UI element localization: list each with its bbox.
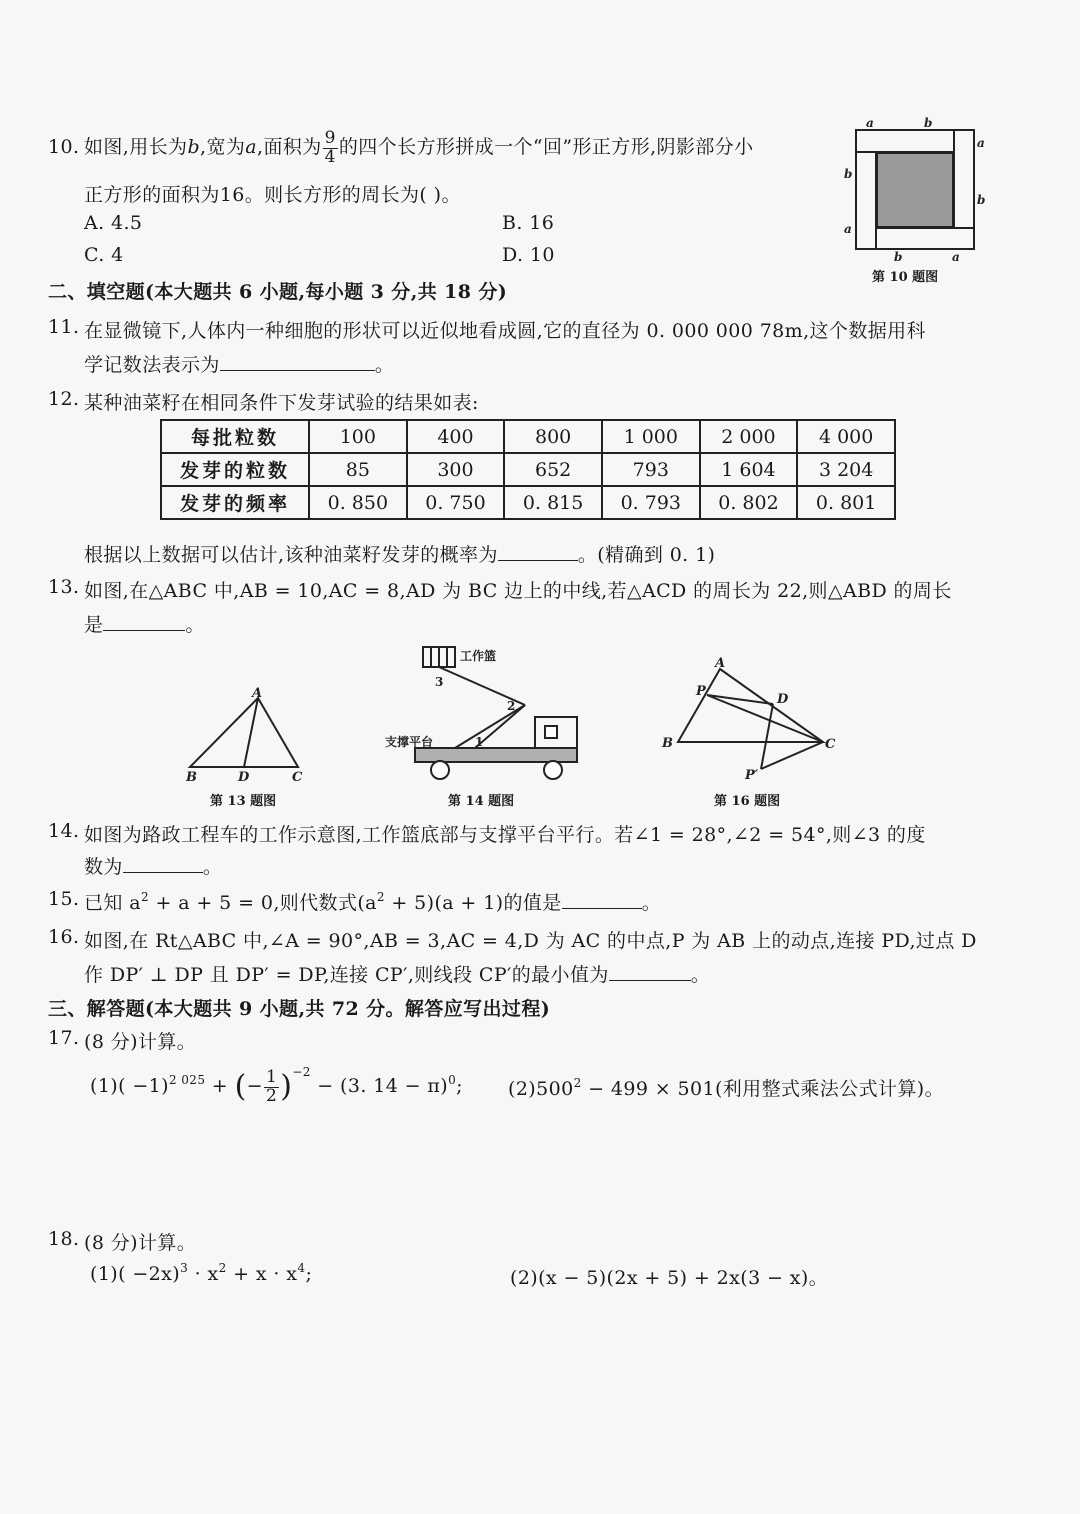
section-3-heading: 三、解答题(本大题共 9 小题,共 72 分。解答应写出过程) (48, 998, 551, 1020)
q15-line: 已知 $a^2 + a + 5 = 0$,则代数式$(a^2 + 5)(a + 1)$的值是 。 (84, 890, 662, 914)
svg-text:P′: P′ (745, 768, 759, 783)
svg-text:1: 1 (475, 735, 484, 749)
table-cell: 2 000 (700, 420, 798, 453)
fig14-platform-label: 支撑平台 (385, 735, 434, 749)
q14-fig-caption: 第 14 题图 (448, 794, 515, 809)
svg-text:a: a (866, 116, 874, 130)
svg-text:a: a (844, 222, 852, 236)
section-2-heading: 二、填空题(本大题共 6 小题,每小题 3 分,共 18 分) (48, 281, 508, 303)
table-cell: 0. 750 (407, 486, 505, 519)
svg-text:D: D (238, 770, 250, 785)
svg-text:B: B (186, 770, 197, 785)
table-cell: 0. 815 (504, 486, 602, 519)
q13-fig-caption: 第 13 题图 (210, 794, 277, 809)
table-header-cell: 发芽的频率 (161, 486, 309, 519)
q11-answer-blank[interactable] (220, 354, 375, 371)
q18-heading: (8 分)计算。 (84, 1232, 197, 1254)
q10-figure (836, 112, 986, 287)
q10-option-c: C. 4 (84, 244, 124, 266)
q14-line2: 数为 。 (84, 856, 223, 878)
table-header-cell: 每批粒数 (161, 420, 309, 453)
table-cell: 0. 801 (797, 486, 895, 519)
q10-option-d: D. 10 (502, 244, 555, 266)
q14-answer-blank[interactable] (123, 856, 203, 873)
shaded-square (877, 153, 953, 227)
q18-part1: $(1)( -2x)^3 \cdot x^2 + x \cdot x^4$; (90, 1261, 313, 1285)
q18-part2: (2)(x − 5)(2x + 5) + 2x(3 − x)。 (510, 1267, 829, 1289)
table-cell: 793 (602, 453, 700, 486)
q13-number: 13. (48, 576, 80, 598)
q17-part1: $(1)( -1)^{2 025}$ + (− $\frac{1}{2}$ )$^{-2}$ − (3. 14 − π)$^0$; (90, 1065, 463, 1106)
table-cell: 0. 850 (309, 486, 407, 519)
q17-part2: $(2)500^2 - 499 \times 501$(利用整式乘法公式计算)。 (508, 1076, 944, 1100)
germination-table (160, 419, 896, 520)
svg-text:A: A (715, 656, 726, 671)
svg-text:b: b (844, 167, 853, 181)
svg-text:a: a (952, 250, 960, 264)
q18-number: 18. (48, 1228, 80, 1250)
table-cell: 3 204 (797, 453, 895, 486)
q10-fig-caption: 第 10 题图 (872, 270, 939, 285)
q14-number: 14. (48, 820, 80, 842)
q10-option-b: B. 16 (502, 212, 555, 234)
q14-figure (385, 640, 590, 785)
q12-answer-blank[interactable] (498, 544, 578, 561)
svg-text:A: A (252, 686, 263, 701)
q10-number: 10. (48, 136, 80, 158)
q11-line2: 学记数法表示为 。 (84, 354, 395, 376)
table-cell: 400 (407, 420, 505, 453)
q13-line2: 是 。 (84, 614, 205, 636)
q13-line1: 如图,在△ABC 中,AB = 10,AC = 8,AD 为 BC 边上的中线,若△ACD 的周长为 22,则△ABD 的周长 (84, 580, 952, 602)
q12-line2: 根据以上数据可以估计,该种油菜籽发芽的概率为 。(精确到 0. 1) (84, 544, 716, 566)
table-cell: 300 (407, 453, 505, 486)
q10-line2: 正方形的面积为16。则长方形的周长为( )。 (84, 184, 461, 206)
table-cell: 85 (309, 453, 407, 486)
table-cell: 1 000 (602, 420, 700, 453)
q17-number: 17. (48, 1027, 80, 1049)
table-cell: 1 604 (700, 453, 798, 486)
q16-answer-blank[interactable] (609, 964, 691, 981)
q10-option-a: A. 4.5 (84, 212, 143, 234)
svg-text:3: 3 (435, 675, 444, 689)
svg-text:a: a (977, 136, 985, 150)
q15-number: 15. (48, 888, 80, 910)
fig14-basket-label: 工作篮 (460, 649, 497, 663)
q16-figure (660, 655, 845, 790)
table-row (161, 453, 895, 486)
svg-text:2: 2 (507, 699, 516, 713)
table-row (161, 420, 895, 453)
q11-line1: 在显微镜下,人体内一种细胞的形状可以近似地看成圆,它的直径为 0. 000 000 78m,这个数据用科 (84, 320, 926, 342)
svg-text:b: b (924, 116, 933, 130)
svg-text:C: C (292, 770, 303, 785)
q12-line1: 某种油菜籽在相同条件下发芽试验的结果如表: (84, 392, 479, 414)
svg-text:b: b (894, 250, 903, 264)
svg-text:C: C (825, 737, 836, 752)
table-cell: 4 000 (797, 420, 895, 453)
table-cell: 652 (504, 453, 602, 486)
q14-line1: 如图为路政工程车的工作示意图,工作篮底部与支撑平台平行。若∠1 = 28°,∠2 = 54°,则∠3 的度 (84, 824, 926, 846)
svg-text:B: B (662, 736, 673, 751)
q16-line1: 如图,在 Rt△ABC 中,∠A = 90°,AB = 3,AC = 4,D 为 AC 的中点,P 为 AB 上的动点,连接 PD,过点 D (84, 930, 977, 952)
q16-line2: 作 DP′ ⊥ DP 且 DP′ = DP,连接 CP′,则线段 CP′的最小值为 。 (84, 964, 711, 986)
q17-heading: (8 分)计算。 (84, 1031, 197, 1053)
q10-line1: 如图,用长为b,宽为a,面积为 $\frac{9}{4}$ 的四个长方形拼成一个“回”形正方形,阴影部分小 (84, 127, 754, 167)
q11-number: 11. (48, 316, 80, 338)
q16-fig-caption: 第 16 题图 (714, 794, 781, 809)
q13-answer-blank[interactable] (103, 614, 185, 631)
svg-text:P: P (696, 684, 706, 699)
table-header-cell: 发芽的粒数 (161, 453, 309, 486)
q15-answer-blank[interactable] (562, 892, 642, 909)
table-cell: 100 (309, 420, 407, 453)
q13-figure (180, 685, 310, 785)
table-cell: 0. 793 (602, 486, 700, 519)
svg-text:b: b (977, 193, 986, 207)
table-row (161, 486, 895, 519)
table-cell: 0. 802 (700, 486, 798, 519)
q12-number: 12. (48, 388, 80, 410)
table-cell: 800 (504, 420, 602, 453)
svg-text:D: D (777, 692, 789, 707)
q16-number: 16. (48, 926, 80, 948)
